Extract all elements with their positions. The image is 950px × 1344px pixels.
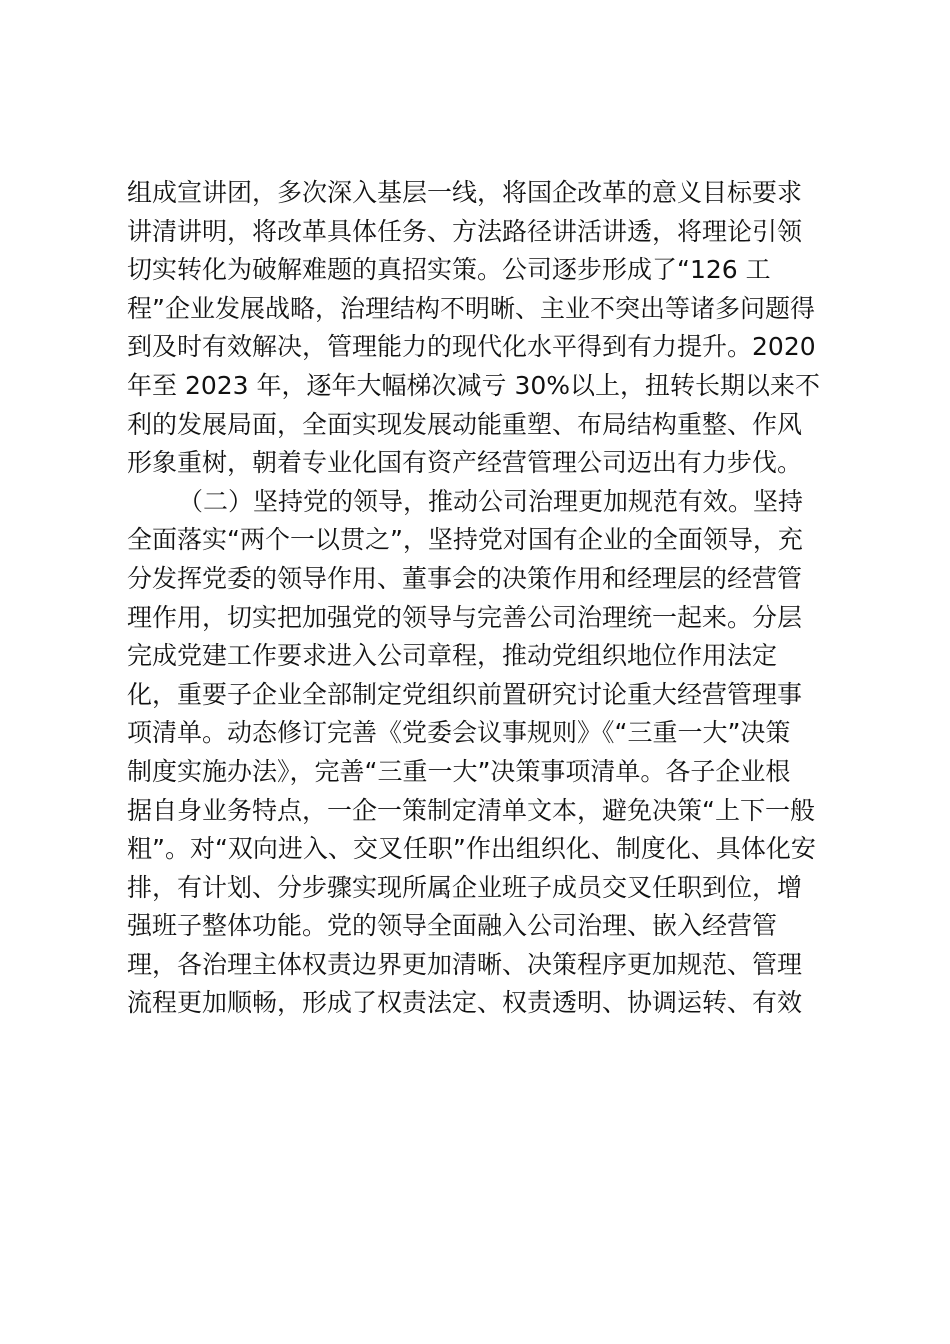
text-line: 排，有计划、分步骤实现所属企业班子成员交叉任职到位，增: [127, 872, 803, 902]
text-line: 制度实施办法》，完善“三重一大”决策事项清单。各子企业根: [127, 756, 791, 786]
text-line: 讲清讲明，将改革具体任务、方法路径讲活讲透，将理论引领: [127, 216, 803, 246]
text-line: 分发挥党委的领导作用、董事会的决策作用和经理层的经营管: [127, 563, 803, 593]
text-line: 利的发展局面，全面实现发展动能重塑、布局结构重整、作风: [127, 409, 803, 439]
text-line: 粗”。对“双向进入、交叉任职”作出组织化、制度化、具体化安: [127, 834, 816, 864]
text-line: 到及时有效解决，管理能力的现代化水平得到有力提升。2020: [127, 332, 816, 362]
text-line: 项清单。动态修订完善《党委会议事规则》《“三重一大”决策: [127, 718, 791, 748]
text-line: 完成党建工作要求进入公司章程，推动党组织地位作用法定: [127, 641, 778, 671]
text-line: 切实转化为破解难题的真招实策。公司逐步形成了“126 工: [127, 255, 771, 285]
text-line: 流程更加顺畅，形成了权责法定、权责透明、协调运转、有效: [127, 988, 803, 1018]
text-line: 理作用，切实把加强党的领导与完善公司治理统一起来。分层: [127, 602, 803, 632]
text-line: 强班子整体功能。党的领导全面融入公司治理、嵌入经营管: [127, 911, 778, 941]
text-line: 全面落实“两个一以贯之”，坚持党对国有企业的全面领导，充: [127, 525, 803, 555]
text-line: 化，重要子企业全部制定党组织前置研究讨论重大经营管理事: [127, 679, 803, 709]
text-line: 年至 2023 年，逐年大幅梯次减亏 30%以上，扭转长期以来不: [127, 370, 821, 400]
text-line: 形象重树，朝着专业化国有资产经营管理公司迈出有力步伐。: [127, 448, 803, 478]
section-heading-line: （二）坚持党的领导，推动公司治理更加规范有效。坚持: [178, 486, 804, 516]
body-text: [127, 174, 837, 1023]
text-line: 组成宣讲团，多次深入基层一线，将国企改革的意义目标要求: [127, 178, 803, 207]
text-line: 理，各治理主体权责边界更加清晰、决策程序更加规范、管理: [127, 949, 803, 979]
text-line: 程”企业发展战略，治理结构不明晰、主业不突出等诸多问题得: [127, 293, 815, 323]
text-line: 据自身业务特点，一企一策制定清单文本，避免决策“上下一般: [127, 795, 815, 825]
